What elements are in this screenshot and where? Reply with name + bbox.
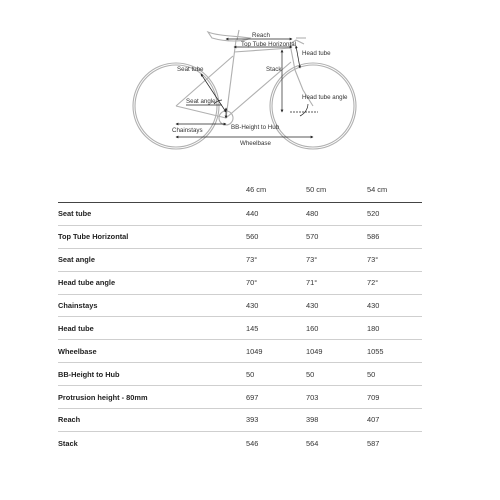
cell-value: 50 bbox=[306, 363, 367, 386]
cell-value: 72° bbox=[367, 271, 422, 294]
row-label: Stack bbox=[58, 431, 246, 454]
table-row bbox=[58, 409, 422, 432]
cell-value: 520 bbox=[367, 203, 422, 226]
cell-value: 430 bbox=[246, 294, 306, 317]
label-seat-tube: Seat tube bbox=[177, 66, 204, 73]
row-label: Wheelbase bbox=[58, 340, 246, 363]
row-label: Reach bbox=[58, 409, 246, 432]
cell-value: 440 bbox=[246, 203, 306, 226]
table-row bbox=[58, 340, 422, 363]
size-header: 46 cm bbox=[246, 184, 267, 194]
top-tube-shape bbox=[234, 48, 291, 52]
label-reach: Reach bbox=[252, 32, 270, 39]
cell-value: 73° bbox=[246, 248, 306, 271]
cell-value: 587 bbox=[367, 431, 422, 454]
cell-value: 1049 bbox=[246, 340, 306, 363]
saddle-shape bbox=[208, 32, 250, 41]
cell-value: 570 bbox=[306, 225, 367, 248]
row-label: Top Tube Horizontal bbox=[58, 225, 246, 248]
row-label: Chainstays bbox=[58, 294, 246, 317]
header-empty bbox=[58, 176, 246, 203]
cell-value: 393 bbox=[246, 409, 306, 432]
cell-value: 73° bbox=[306, 248, 367, 271]
size-header: 50 cm bbox=[306, 184, 327, 194]
label-chainstays: Chainstays bbox=[172, 127, 203, 134]
cell-value: 709 bbox=[367, 386, 422, 409]
row-label: Seat tube bbox=[58, 203, 246, 226]
cell-value: 546 bbox=[246, 431, 306, 454]
table-row bbox=[58, 317, 422, 340]
table-row bbox=[58, 363, 422, 386]
label-wheelbase: Wheelbase bbox=[240, 140, 271, 147]
label-stack: Stack bbox=[266, 66, 282, 73]
label-head-tube: Head tube bbox=[302, 50, 331, 57]
cell-value: 73° bbox=[367, 248, 422, 271]
cell-value: 145 bbox=[246, 317, 306, 340]
geometry-table bbox=[58, 176, 422, 454]
seat-tube-line bbox=[201, 74, 226, 112]
table-row bbox=[58, 203, 422, 226]
bike-geometry-diagram bbox=[0, 0, 500, 170]
cell-value: 160 bbox=[306, 317, 367, 340]
table-row bbox=[58, 431, 422, 454]
row-label: BB-Height to Hub bbox=[58, 363, 246, 386]
cell-value: 50 bbox=[246, 363, 306, 386]
row-label: Head tube bbox=[58, 317, 246, 340]
label-head-tube-angle: Head tube angle bbox=[302, 94, 348, 101]
head-tube-line bbox=[296, 46, 300, 68]
cell-value: 1049 bbox=[306, 340, 367, 363]
cell-value: 180 bbox=[367, 317, 422, 340]
label-bb-height: BB-Height to Hub bbox=[231, 124, 280, 131]
table-row bbox=[58, 248, 422, 271]
cell-value: 564 bbox=[306, 431, 367, 454]
cell-value: 586 bbox=[367, 225, 422, 248]
size-header: 54 cm bbox=[367, 184, 388, 194]
cell-value: 480 bbox=[306, 203, 367, 226]
table-row bbox=[58, 386, 422, 409]
cell-value: 703 bbox=[306, 386, 367, 409]
seatpost-shape bbox=[237, 30, 239, 40]
row-label: Seat angle bbox=[58, 248, 246, 271]
label-top-tube: Top Tube Horizontal bbox=[241, 41, 297, 48]
table-row bbox=[58, 225, 422, 248]
cell-value: 407 bbox=[367, 409, 422, 432]
cell-value: 430 bbox=[306, 294, 367, 317]
cell-value: 1055 bbox=[367, 340, 422, 363]
row-label: Head tube angle bbox=[58, 271, 246, 294]
cell-value: 697 bbox=[246, 386, 306, 409]
head-angle-arc bbox=[300, 104, 308, 116]
label-seat-angle: Seat angle bbox=[186, 98, 216, 105]
cell-value: 430 bbox=[367, 294, 422, 317]
cell-value: 50 bbox=[367, 363, 422, 386]
cell-value: 71° bbox=[306, 271, 367, 294]
cell-value: 560 bbox=[246, 225, 306, 248]
cell-value: 70° bbox=[246, 271, 306, 294]
cell-value: 398 bbox=[306, 409, 367, 432]
row-label: Protrusion height - 80mm bbox=[58, 386, 246, 409]
size-header-row bbox=[58, 176, 422, 203]
table-row bbox=[58, 294, 422, 317]
table-row bbox=[58, 271, 422, 294]
